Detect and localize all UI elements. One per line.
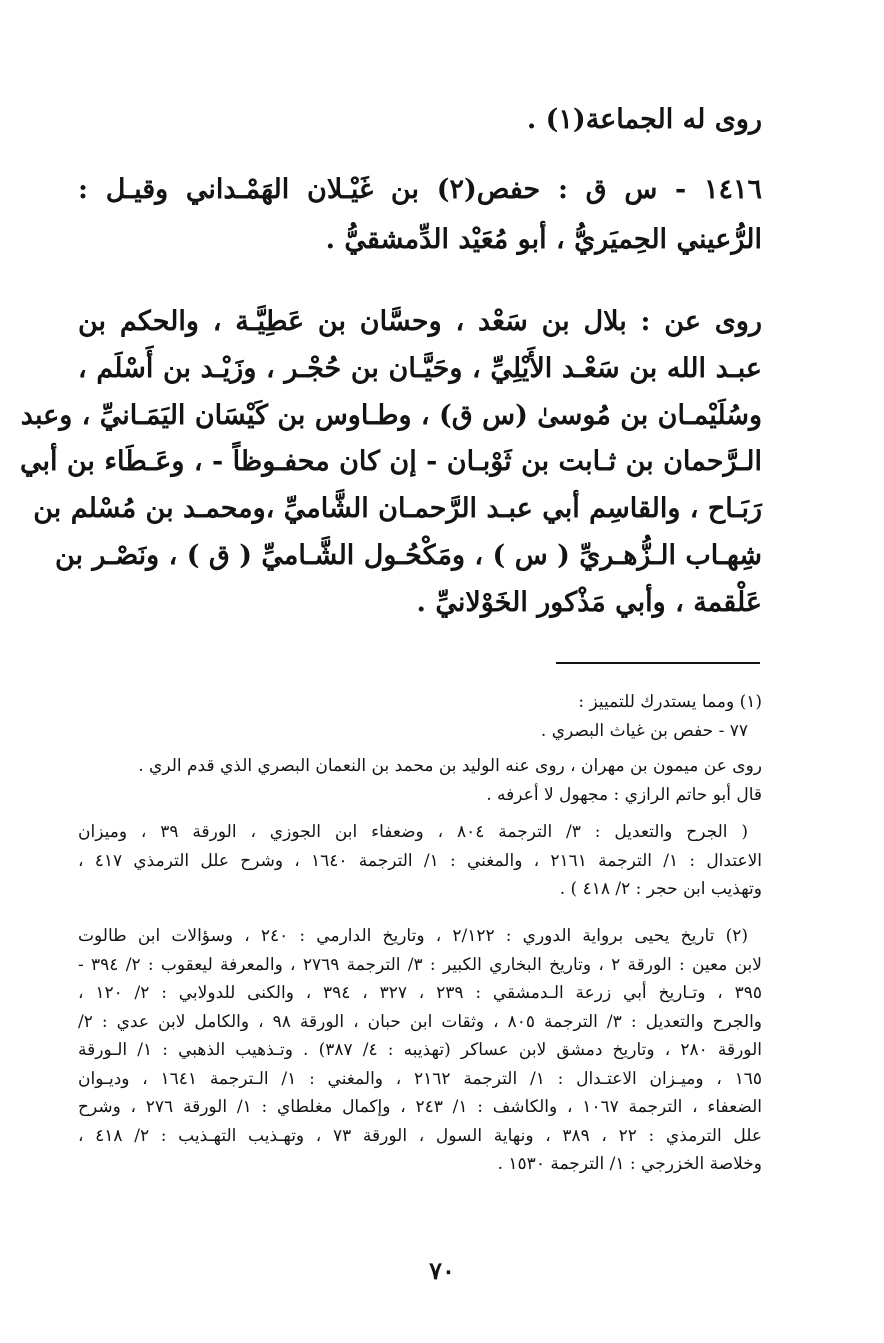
footnote-line: والجرح والتعديل : ٣/ الترجمة ٨٠٥ ، وثقات ابن حبان ، الورقة ٩٨ ، والكامل لابن عدي : ٢/ [78, 1011, 763, 1032]
footnote-line: روى عن ميمون بن مهران ، روى عنه الوليد بن محمد بن النعمان البصري الذي قدم الري . [138, 756, 762, 776]
footnote-line: (١) ومما يستدرك للتمييز : [578, 692, 762, 712]
footnote-line: الاعتدال : ١/ الترجمة ٢١٦١ ، والمغني : ١/ الترجمة ١٦٤٠ ، وشرح علل الترمذي ٤١٧ ، [78, 850, 763, 871]
body-line: عبـد الله بن سَعْـد الأَيْلِيِّ ، وحَيَّـان بن حُجْـر ، وزَيْـد بن أَسْلَم ، [78, 352, 762, 384]
entry-header-line-2: الرُّعيني الحِميَريُّ ، أبو مُعَيْد الدِّمشقيُّ . [325, 224, 762, 255]
footnote-line: ( الجرح والتعديل : ٣/ الترجمة ٨٠٤ ، وضعفاء ابن الجوزي ، الورقة ٣٩ ، وميزان [78, 822, 749, 842]
footnote-line: وتهذيب ابن حجر : ٢/ ٤١٨ ) . [559, 879, 762, 899]
footnote-line: ٧٧ - حفص بن غياث البصري . [540, 720, 748, 741]
footnote-2 [78, 922, 762, 1179]
footnote-separator [556, 662, 760, 664]
footnote-line: وخلاصة الخزرجي : ١/ الترجمة ١٥٣٠ . [497, 1154, 762, 1174]
footnote-1-detail [78, 752, 762, 809]
footnote-1 [78, 688, 762, 745]
body-line: الـرَّحمان بن ثـابت بن ثَوْبـان - إن كان محفـوظاً - ، وعَـطَاء بن أبي [19, 446, 762, 478]
entry-body [19, 299, 762, 627]
footnote-line: لابن معين : الورقة ٢ ، وتاريخ البخاري الكبير : ٣/ الترجمة ٢٧٦٩ ، والمعرفة ليعقوب : ٢/ ٣٩٤ - [78, 954, 762, 975]
footnote-line: علل الترمذي : ٢٢ ، ٣٨٩ ، ونهاية السول ، الورقة ٧٣ ، وتهـذيب التهـذيب : ٢/ ٤١٨ ، [78, 1125, 762, 1146]
body-line: عَلْقمة ، وأبي مَذْكور الخَوْلانيِّ . [416, 586, 762, 618]
footnote-line: قال أبو حاتم الرازي : مجهول لا أعرفه . [486, 784, 762, 805]
body-line: وسُلَيْمـان بن مُوسىٰ (س ق) ، وطـاوس بن كَيْسَان اليَمَـانيِّ ، وعبد [20, 399, 762, 431]
footnote-line: الضعفاء ، الترجمة ١٠٦٧ ، والكاشف : ١/ ٢٤٣ ، وإكمال مغلطاي : ١/ الورقة ٢٧٦ ، وشرح [78, 1097, 762, 1117]
footnote-1-references [78, 818, 762, 904]
body-line: روى عن : بلال بن سَعْد ، وحسَّان بن عَطِيَّـة ، والحكم بن [78, 306, 762, 337]
footnote-line: ١٦٥ ، وميـزان الاعتـدال : ١/ الترجمة ٢١٦٢ ، والمغني : ١/ الـترجمة ١٦٤١ ، وديـوان [78, 1068, 762, 1089]
page-number: ٧٠ [429, 1256, 455, 1285]
entry-header-line-1: ١٤١٦ - س ق : حفص(٢) بن غَيْـلان الهَمْـداني وقيـل : [78, 174, 763, 205]
body-line: شِهـاب الـزُّهـريِّ ( س ) ، ومَكْحُـول الشَّـاميِّ ( ق ) ، ونَصْـر بن [54, 539, 762, 571]
footnote-line: (٢) تاريخ يحيى برواية الدوري : ٢/١٢٢ ، وتاريخ الدارمي : ٢٤٠ ، وسؤالات ابن طالوت [78, 926, 748, 946]
body-line: رَبَـاح ، والقاسِم أبي عبـد الرَّحمـان الشَّاميِّ ،ومحمـد بن مُسْلم بن [33, 493, 762, 525]
opening-line: روى له الجماعة(١) . [526, 104, 762, 135]
footnote-line: ٣٩٥ ، وتـاريخ أبي زرعة الـدمشقي : ٢٣٩ ، ٣٢٧ ، ٣٩٤ ، والكنى للدولابي : ٢/ ١٢٠ ، [78, 983, 763, 1003]
footnote-line: الورقة ٢٨٠ ، وتاريخ دمشق لابن عساكر (تهذيبه : ٤/ ٣٨٧) . وتـذهيب الذهبي : ١/ الـورقة [78, 1040, 762, 1060]
